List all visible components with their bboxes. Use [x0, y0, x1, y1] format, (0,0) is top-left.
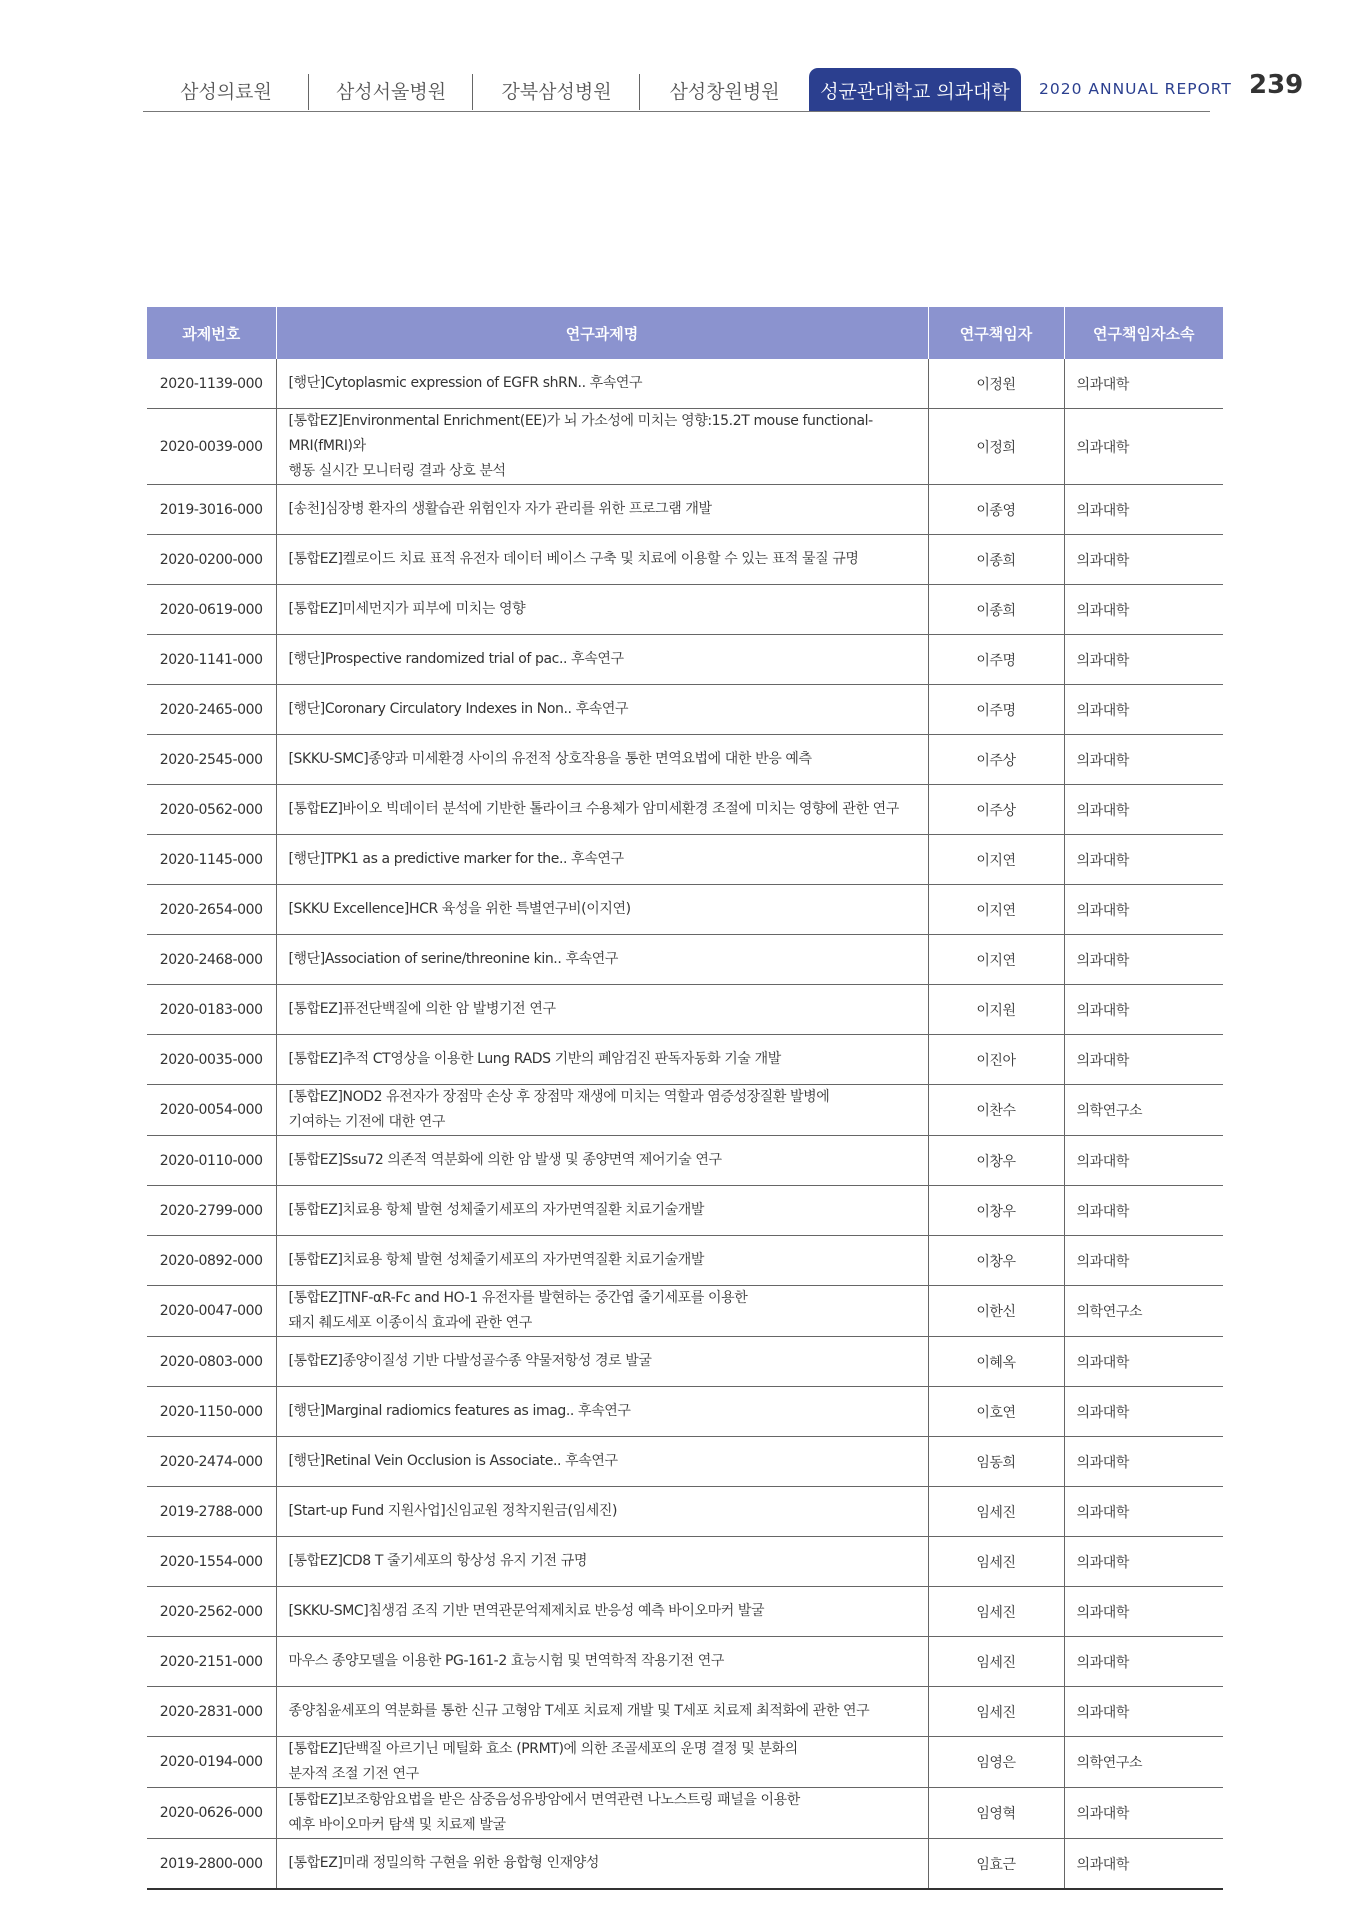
affiliation-cell: 의과대학: [1064, 1236, 1223, 1286]
table-row: [147, 1587, 1223, 1637]
project-number-cell: 2019-2800-000: [147, 1839, 276, 1890]
principal-investigator-cell: 이지원: [928, 985, 1064, 1035]
principal-investigator-cell: 이창우: [928, 1186, 1064, 1236]
project-number-cell: 2020-0183-000: [147, 985, 276, 1035]
project-title-line: [통합EZ]단백질 아르기닌 메틸화 효소 (PRMT)에 의한 조골세포의 운명 결정 및 분화의: [288, 1741, 798, 1757]
affiliation-cell: 의과대학: [1064, 1387, 1223, 1437]
affiliation-cell: 의과대학: [1064, 1136, 1223, 1186]
table-row: [147, 359, 1223, 409]
table-row: [147, 1035, 1223, 1085]
project-number-cell: 2020-2468-000: [147, 935, 276, 985]
table-row: [147, 1286, 1223, 1337]
project-title-line: [행단]Retinal Vein Occlusion is Associate.. 후속연구: [288, 1453, 618, 1469]
project-title-cell: [276, 1687, 928, 1737]
affiliation-cell: 의학연구소: [1064, 1085, 1223, 1136]
project-title-cell: [276, 685, 928, 735]
principal-investigator-cell: 이지연: [928, 885, 1064, 935]
project-title-line: [행단]Coronary Circulatory Indexes in Non.. 후속연구: [288, 701, 629, 717]
table-row: [147, 1737, 1223, 1788]
affiliation-cell: 의과대학: [1064, 1788, 1223, 1839]
project-title-cell: [276, 1136, 928, 1186]
principal-investigator-cell: 이정원: [928, 359, 1064, 409]
project-title-line: [통합EZ]치료용 항체 발현 성체줄기세포의 자가면역질환 치료기술개발: [288, 1202, 704, 1218]
principal-investigator-cell: 이혜옥: [928, 1337, 1064, 1387]
project-title-cell: [276, 1236, 928, 1286]
project-title-cell: [276, 785, 928, 835]
project-title-cell: [276, 485, 928, 535]
project-title-line: [통합EZ]Environmental Enrichment(EE)가 뇌 가소성에 미치는 영향:15.2T mouse functional-MRI(fMRI)와: [288, 413, 873, 454]
table-row: [147, 785, 1223, 835]
column-header-affiliation: 연구책임자소속: [1064, 307, 1223, 359]
project-number-cell: 2020-0054-000: [147, 1085, 276, 1136]
project-number-cell: 2020-0047-000: [147, 1286, 276, 1337]
page-number: 239: [1249, 70, 1304, 100]
project-title-cell: [276, 1085, 928, 1136]
project-title-cell: [276, 935, 928, 985]
project-title-cell: [276, 1035, 928, 1085]
affiliation-cell: 의과대학: [1064, 1587, 1223, 1637]
affiliation-cell: 의과대학: [1064, 485, 1223, 535]
project-title-line: [통합EZ]바이오 빅데이터 분석에 기반한 톨라이크 수용체가 암미세환경 조절에 미치는 영향에 관한 연구: [288, 801, 899, 817]
table-row: [147, 585, 1223, 635]
affiliation-cell: 의과대학: [1064, 359, 1223, 409]
affiliation-cell: 의과대학: [1064, 935, 1223, 985]
project-title-cell: [276, 535, 928, 585]
project-title-line: [통합EZ]NOD2 유전자가 장점막 손상 후 장점막 재생에 미치는 역할과 염증성장질환 발병에: [288, 1089, 830, 1105]
principal-investigator-cell: 임세진: [928, 1687, 1064, 1737]
project-number-cell: 2020-0200-000: [147, 535, 276, 585]
principal-investigator-cell: 임세진: [928, 1587, 1064, 1637]
table-row: [147, 1637, 1223, 1687]
affiliation-cell: 의학연구소: [1064, 1286, 1223, 1337]
project-title-line: 기여하는 기전에 대한 연구: [288, 1114, 446, 1130]
project-title-cell: [276, 1839, 928, 1890]
table-row: [147, 1487, 1223, 1537]
hospital-nav: [143, 68, 1021, 112]
affiliation-cell: 의과대학: [1064, 1687, 1223, 1737]
affiliation-cell: 의과대학: [1064, 685, 1223, 735]
principal-investigator-cell: 이지연: [928, 935, 1064, 985]
table-row: [147, 1337, 1223, 1387]
affiliation-cell: 의과대학: [1064, 735, 1223, 785]
project-title-line: [통합EZ]추적 CT영상을 이용한 Lung RADS 기반의 폐암검진 판독자동화 기술 개발: [288, 1051, 781, 1067]
project-title-cell: [276, 885, 928, 935]
principal-investigator-cell: 이주상: [928, 785, 1064, 835]
project-number-cell: 2020-0039-000: [147, 409, 276, 485]
affiliation-cell: 의과대학: [1064, 785, 1223, 835]
affiliation-cell: 의과대학: [1064, 985, 1223, 1035]
project-title-cell: [276, 585, 928, 635]
affiliation-cell: 의과대학: [1064, 1337, 1223, 1387]
project-number-cell: 2020-2474-000: [147, 1437, 276, 1487]
project-number-cell: 2020-1141-000: [147, 635, 276, 685]
principal-investigator-cell: 이종희: [928, 535, 1064, 585]
affiliation-cell: 의과대학: [1064, 835, 1223, 885]
project-number-cell: 2020-0194-000: [147, 1737, 276, 1788]
table-row: [147, 1236, 1223, 1286]
affiliation-cell: 의과대학: [1064, 1035, 1223, 1085]
project-number-cell: 2020-2151-000: [147, 1637, 276, 1687]
project-number-cell: 2020-2654-000: [147, 885, 276, 935]
table-row: [147, 485, 1223, 535]
tab-samsung-changwon-hospital[interactable]: 삼성창원병원: [669, 80, 780, 103]
affiliation-cell: 의과대학: [1064, 1637, 1223, 1687]
affiliation-cell: 의과대학: [1064, 585, 1223, 635]
project-title-line: 행동 실시간 모니터링 결과 상호 분석: [288, 463, 506, 479]
affiliation-cell: 의과대학: [1064, 1839, 1223, 1890]
affiliation-cell: 의과대학: [1064, 1537, 1223, 1587]
table-header-row: [147, 307, 1223, 359]
project-number-cell: 2020-1554-000: [147, 1537, 276, 1587]
principal-investigator-cell: 이창우: [928, 1236, 1064, 1286]
project-number-cell: 2019-2788-000: [147, 1487, 276, 1537]
project-title-line: [행단]Prospective randomized trial of pac.. 후속연구: [288, 651, 624, 667]
column-header-project-number: 과제번호: [147, 307, 276, 359]
project-title-line: [통합EZ]미래 정밀의학 구현을 위한 융합형 인재양성: [288, 1855, 599, 1871]
table-row: [147, 835, 1223, 885]
project-number-cell: 2020-1145-000: [147, 835, 276, 885]
table-row: [147, 1437, 1223, 1487]
affiliation-cell: 의과대학: [1064, 885, 1223, 935]
project-title-cell: [276, 735, 928, 785]
principal-investigator-cell: 임세진: [928, 1637, 1064, 1687]
affiliation-cell: 의과대학: [1064, 635, 1223, 685]
principal-investigator-cell: 이주명: [928, 635, 1064, 685]
project-title-line: [통합EZ]Ssu72 의존적 역분화에 의한 암 발생 및 종양면역 제어기술 연구: [288, 1152, 722, 1168]
project-title-line: [행단]Cytoplasmic expression of EGFR shRN.. 후속연구: [288, 375, 643, 391]
project-title-line: [통합EZ]CD8 T 줄기세포의 항상성 유지 기전 규명: [288, 1553, 587, 1569]
project-title-cell: [276, 1537, 928, 1587]
project-title-line: [통합EZ]보조항암요법을 받은 삼중음성유방암에서 면역관련 나노스트링 패널을 이용한: [288, 1792, 800, 1808]
principal-investigator-cell: 이지연: [928, 835, 1064, 885]
project-title-line: 종양침윤세포의 역분화를 통한 신규 고형암 T세포 치료제 개발 및 T세포 치료제 최적화에 관한 연구: [288, 1703, 870, 1719]
project-number-cell: 2020-0626-000: [147, 1788, 276, 1839]
table-row: [147, 635, 1223, 685]
project-number-cell: 2020-2799-000: [147, 1186, 276, 1236]
principal-investigator-cell: 임세진: [928, 1537, 1064, 1587]
project-number-cell: 2020-2465-000: [147, 685, 276, 735]
affiliation-cell: 의과대학: [1064, 535, 1223, 585]
project-title-cell: [276, 635, 928, 685]
project-title-cell: [276, 1737, 928, 1788]
annual-report-label: 2020 ANNUAL REPORT: [1039, 80, 1232, 98]
project-number-cell: 2020-0892-000: [147, 1236, 276, 1286]
table-row: [147, 1136, 1223, 1186]
principal-investigator-cell: 이한신: [928, 1286, 1064, 1337]
principal-investigator-cell: 임세진: [928, 1487, 1064, 1537]
table-row: [147, 935, 1223, 985]
project-title-line: 돼지 췌도세포 이종이식 효과에 관한 연구: [288, 1315, 532, 1331]
principal-investigator-cell: 이주상: [928, 735, 1064, 785]
table-row: [147, 1537, 1223, 1587]
principal-investigator-cell: 이찬수: [928, 1085, 1064, 1136]
project-title-line: 예후 바이오마커 탐색 및 치료제 발굴: [288, 1817, 506, 1833]
page-header: [143, 68, 1304, 112]
project-title-cell: [276, 835, 928, 885]
project-title-line: [SKKU-SMC]침생검 조직 기반 면역관문억제제치료 반응성 예측 바이오마커 발굴: [288, 1603, 765, 1619]
project-title-cell: [276, 409, 928, 485]
project-number-cell: 2020-0035-000: [147, 1035, 276, 1085]
principal-investigator-cell: 이진아: [928, 1035, 1064, 1085]
affiliation-cell: 의과대학: [1064, 1186, 1223, 1236]
header-divider: [143, 111, 1210, 112]
affiliation-cell: 의학연구소: [1064, 1737, 1223, 1788]
project-number-cell: 2020-2545-000: [147, 735, 276, 785]
project-number-cell: 2020-0110-000: [147, 1136, 276, 1186]
principal-investigator-cell: 이정희: [928, 409, 1064, 485]
tab-kangbuk-samsung-hospital[interactable]: 강북삼성병원: [473, 68, 640, 112]
table-row: [147, 735, 1223, 785]
project-title-line: [통합EZ]TNF-αR-Fc and HO-1 유전자를 발현하는 중간엽 줄기세포를 이용한: [288, 1290, 748, 1306]
project-number-cell: 2020-0803-000: [147, 1337, 276, 1387]
table-row: [147, 885, 1223, 935]
project-title-cell: [276, 1286, 928, 1337]
principal-investigator-cell: 이주명: [928, 685, 1064, 735]
project-title-line: [통합EZ]켈로이드 치료 표적 유전자 데이터 베이스 구축 및 치료에 이용할 수 있는 표적 물질 규명: [288, 551, 859, 567]
table-row: [147, 1687, 1223, 1737]
column-header-project-title: 연구과제명: [276, 307, 928, 359]
principal-investigator-cell: 이창우: [928, 1136, 1064, 1186]
project-title-cell: [276, 1587, 928, 1637]
table-row: [147, 1839, 1223, 1890]
research-projects-table: [147, 307, 1223, 1890]
table-body: [147, 359, 1223, 1889]
principal-investigator-cell: 임동희: [928, 1437, 1064, 1487]
project-number-cell: 2020-1139-000: [147, 359, 276, 409]
project-number-cell: 2020-0619-000: [147, 585, 276, 635]
principal-investigator-cell: 임효근: [928, 1839, 1064, 1890]
project-title-line: [송천]심장병 환자의 생활습관 위험인자 자가 관리를 위한 프로그램 개발: [288, 501, 712, 517]
project-number-cell: 2019-3016-000: [147, 485, 276, 535]
project-number-cell: 2020-2562-000: [147, 1587, 276, 1637]
principal-investigator-cell: 이종영: [928, 485, 1064, 535]
project-number-cell: 2020-2831-000: [147, 1687, 276, 1737]
project-title-line: [Start-up Fund 지원사업]신임교원 정착지원금(임세진): [288, 1503, 618, 1519]
project-title-line: 분자적 조절 기전 연구: [288, 1766, 419, 1782]
project-title-line: [통합EZ]종양이질성 기반 다발성골수종 약물저항성 경로 발굴: [288, 1353, 652, 1369]
project-title-line: [SKKU-SMC]종양과 미세환경 사이의 유전적 상호작용을 통한 면역요법에 대한 반응 예측: [288, 751, 812, 767]
project-title-cell: [276, 359, 928, 409]
table-row: [147, 1387, 1223, 1437]
tab-samsung-seoul-hospital[interactable]: 삼성서울병원: [309, 68, 473, 112]
project-title-line: [통합EZ]미세먼지가 피부에 미치는 영향: [288, 601, 526, 617]
project-title-cell: [276, 1387, 928, 1437]
table-row: [147, 685, 1223, 735]
table-row: [147, 1085, 1223, 1136]
table-row: [147, 409, 1223, 485]
project-title-cell: [276, 985, 928, 1035]
principal-investigator-cell: 임영은: [928, 1737, 1064, 1788]
project-title-line: 마우스 종양모델을 이용한 PG-161-2 효능시험 및 면역학적 작용기전 연구: [288, 1653, 724, 1669]
project-title-line: [행단]TPK1 as a predictive marker for the.. 후속연구: [288, 851, 624, 867]
table-row: [147, 535, 1223, 585]
column-header-principal-investigator: 연구책임자: [928, 307, 1064, 359]
project-number-cell: 2020-0562-000: [147, 785, 276, 835]
affiliation-cell: 의과대학: [1064, 409, 1223, 485]
project-title-line: [행단]Association of serine/threonine kin.. 후속연구: [288, 951, 618, 967]
project-title-line: [SKKU Excellence]HCR 육성을 위한 특별연구비(이지연): [288, 901, 631, 917]
project-number-cell: 2020-1150-000: [147, 1387, 276, 1437]
project-title-line: [통합EZ]퓨전단백질에 의한 암 발병기전 연구: [288, 1001, 556, 1017]
tab-samsung-medical-center[interactable]: 삼성의료원: [143, 68, 309, 112]
project-title-cell: [276, 1337, 928, 1387]
project-title-cell: [276, 1637, 928, 1687]
project-title-line: [통합EZ]치료용 항체 발현 성체줄기세포의 자가면역질환 치료기술개발: [288, 1252, 704, 1268]
project-title-cell: [276, 1437, 928, 1487]
project-title-cell: [276, 1487, 928, 1537]
project-title-line: [행단]Marginal radiomics features as imag.. 후속연구: [288, 1403, 631, 1419]
principal-investigator-cell: 이종희: [928, 585, 1064, 635]
affiliation-cell: 의과대학: [1064, 1487, 1223, 1537]
project-title-cell: [276, 1186, 928, 1236]
table-row: [147, 1788, 1223, 1839]
table-row: [147, 1186, 1223, 1236]
principal-investigator-cell: 임영혁: [928, 1788, 1064, 1839]
affiliation-cell: 의과대학: [1064, 1437, 1223, 1487]
principal-investigator-cell: 이호연: [928, 1387, 1064, 1437]
tab-skku-school-of-medicine[interactable]: 성균관대학교 의과대학: [809, 68, 1021, 112]
table-row: [147, 985, 1223, 1035]
project-title-cell: [276, 1788, 928, 1839]
